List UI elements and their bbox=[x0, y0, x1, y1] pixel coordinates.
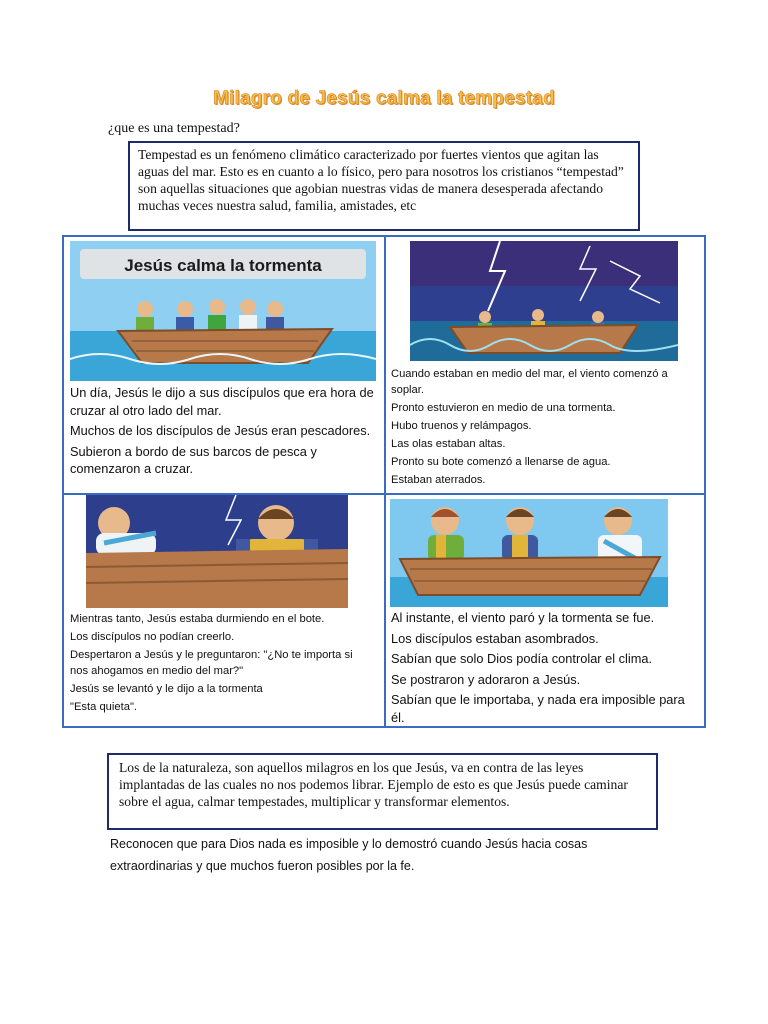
boat-shape bbox=[450, 325, 638, 353]
panel-3-text bbox=[70, 611, 370, 717]
panel-1-text bbox=[70, 384, 375, 481]
panel-1-line-1: Un día, Jesús le dijo a sus discípulos que era hora de cruzar al otro lado del mar. bbox=[70, 385, 374, 418]
panel-1-line-3: Subieron a bordo de sus barcos de pesca y comenzaron a cruzar. bbox=[70, 443, 317, 476]
definition-box: Tempestad es un fenómeno climático caracterizado por fuertes vientos que agitan las aguas del mar. Esto es en cuanto a lo físico, pero para nosotros los cristianos “tempestad” son aquellas situaciones que agobian nuestras vidas de manera desesperada afectando muchas veces nuestra salud, familia, amistades, etc bbox=[128, 141, 640, 231]
panel-3-line-2: Los discípulos no podían creerlo. bbox=[70, 631, 235, 643]
question-heading: ¿que es una tempestad? bbox=[108, 121, 240, 136]
panel-4-illustration bbox=[390, 499, 668, 607]
panel-2-line-3: Hubo truenos y relámpagos. bbox=[391, 420, 532, 432]
boat-shape bbox=[86, 549, 348, 608]
panel-4-line-5: Sabían que le importaba, y nada era imposible para él. bbox=[391, 692, 685, 725]
nature-miracles-box: Los de la naturaleza, son aquellos milagros en los que Jesús, va en contra de las leyes implantadas de las cuales no nos podemos librar. Ejemplo de esto es que Jesús puede caminar sobre el agua, calmar tempestades, multiplicar y transformar elementos. bbox=[107, 753, 658, 830]
panel-4-line-4: Se postraron y adoraron a Jesús. bbox=[391, 671, 581, 687]
panel-2-line-2: Pronto estuvieron en medio de una tormenta. bbox=[391, 402, 616, 414]
conclusion-text: Reconocen que para Dios nada es imposible y lo demostró cuando Jesús hacia cosas extraordinarias y que muchos fueron posibles por la fe. bbox=[110, 837, 588, 873]
panel-1-illustration bbox=[70, 241, 376, 381]
panel-2-text bbox=[391, 366, 691, 490]
panel-4-line-2: Los discípulos estaban asombrados. bbox=[391, 630, 599, 646]
panel-3-line-1: Mientras tanto, Jesús estaba durmiendo en el bote. bbox=[70, 613, 325, 625]
panel-4-line-1: Al instante, el viento paró y la tormenta se fue. bbox=[391, 610, 655, 625]
panel-2-line-6: Estaban aterrados. bbox=[391, 474, 486, 486]
panel-3-line-5: "Esta quieta". bbox=[70, 701, 138, 713]
panel-1-banner-text: Jesús calma la tormenta bbox=[124, 256, 322, 275]
panel-4-text bbox=[391, 609, 696, 729]
panel-1-line-2: Muchos de los discípulos de Jesús eran pescadores. bbox=[70, 423, 371, 438]
boat-shape bbox=[118, 329, 332, 363]
panel-3-line-4: Jesús se levantó y le dijo a la tormenta bbox=[70, 683, 263, 695]
page-title: Milagro de Jesús calma la tempestad bbox=[213, 88, 555, 109]
panel-2-illustration bbox=[410, 241, 678, 361]
panel-2-line-1: Cuando estaban en medio del mar, el viento comenzó a soplar. bbox=[391, 368, 668, 396]
boat-shape bbox=[400, 557, 660, 595]
panel-2-line-5: Pronto su bote comenzó a llenarse de agua. bbox=[391, 456, 611, 468]
panel-2-line-4: Las olas estaban altas. bbox=[391, 438, 506, 450]
panel-3-illustration bbox=[86, 495, 348, 608]
panel-4-line-3: Sabían que solo Dios podía controlar el clima. bbox=[391, 651, 653, 666]
panel-3-line-3: Despertaron a Jesús y le preguntaron: "¿No te importa si nos ahogamos en medio del mar?" bbox=[70, 649, 353, 677]
grid-divider-vertical bbox=[384, 235, 386, 728]
